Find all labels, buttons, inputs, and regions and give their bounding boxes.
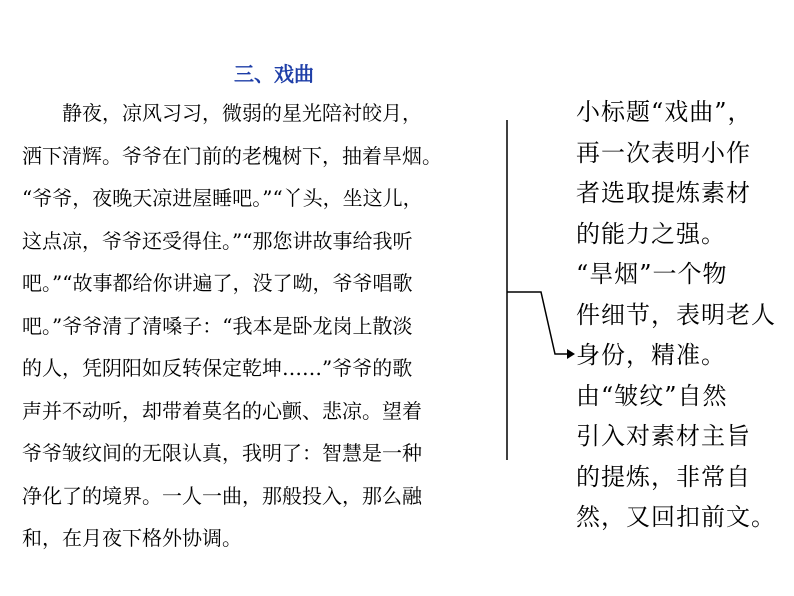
passage-text [22,92,496,560]
annotation-line: 身份，精准。 [576,341,726,369]
passage-line: “爷爷，夜晚天凉进屋睡吧。”“丫头，坐这儿， [22,186,423,210]
passage-line: 这点凉，爷爷还受得住。”“那您讲故事给我听 [22,228,413,253]
passage-line: 静夜，凉风习习，微弱的星光陪衬皎月， [62,101,422,125]
annotation-line: 小标题“戏曲”， [576,98,753,126]
passage-line: 吧。”爷爷清了清嗓子：“我本是卧龙岗上散淡 [22,313,413,338]
annotation-line: 者选取提炼素材 [576,179,751,207]
passage-line: 和，在月夜下格外协调。 [22,526,242,550]
annotation-line: 的提炼，非常自 [576,462,751,491]
annotation-notes [576,92,786,538]
annotation-line: “旱烟”一个物 [576,260,728,288]
passage-line: 洒下清辉。爷爷在门前的老槐树下，抽着旱烟。 [22,143,442,168]
annotation-line: 再一次表明小作 [576,138,751,167]
passage-line: 吧。”“故事都给你讲遍了，没了呦，爷爷唱歌 [22,271,413,295]
annotation-bracket-arrow [505,120,575,470]
section-heading: 三、戏曲 [234,62,314,86]
annotation-line: 的能力之强。 [576,219,726,248]
annotation-line: 引入对素材主旨 [576,422,751,450]
passage-line: 声并不动听，却带着莫名的心颤、悲凉。望着 [22,398,422,423]
annotation-line: 件细节，表明老人 [576,300,776,329]
annotation-line: 然，又回扣前文。 [576,503,776,531]
annotation-line: 由“皱纹”自然 [576,381,728,410]
passage-line: 爷爷皱纹间的无限认真，我明了：智慧是一种 [22,441,422,465]
passage-line: 的人，凭阴阳如反转保定乾坤……”爷爷的歌 [22,356,413,380]
passage-line: 净化了的境界。一人一曲，那般投入，那么融 [22,483,422,508]
